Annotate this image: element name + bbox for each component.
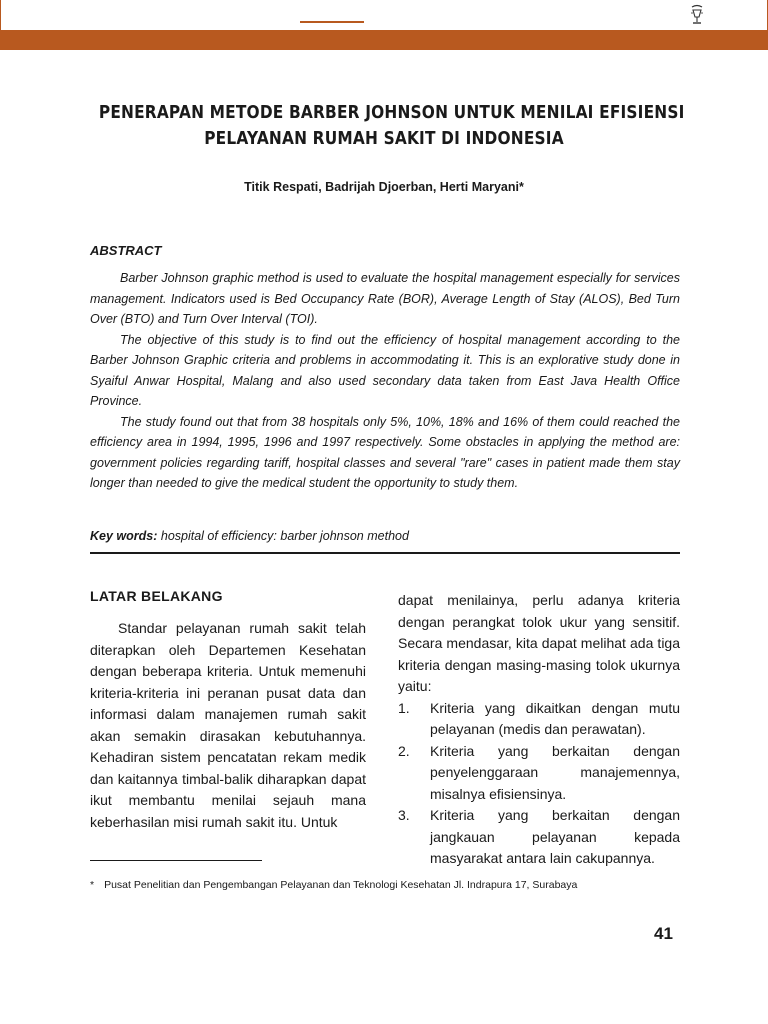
left-column	[90, 588, 366, 833]
footnote-marker: *	[90, 879, 95, 891]
abstract-paragraph-3: The study found out that from 38 hospitals only 5%, 10%, 18% and 16% of them could reached the efficiency area in 1994, 1995, 1996 and 1997 respectively. Some obstacles in applying the method are: government policies regarding tariff, hospital classes and several "rare" cases in patient made them stay longer than needed to give the medical student the opportunity to study them.	[90, 414, 680, 490]
footnote-rule	[90, 860, 262, 861]
list-item-text: Kriteria yang dikaitkan dengan mutu pelayanan (medis dan perawatan).	[430, 699, 680, 737]
footnote	[90, 879, 577, 891]
header-frame	[0, 0, 768, 30]
list-item-number: 1.	[398, 699, 410, 716]
list-item	[398, 698, 680, 741]
abstract-separator	[90, 552, 680, 554]
list-item-text: Kriteria yang berkaitan dengan jangkauan pelayanan kepada masyarakat antara lain cakupannya.	[430, 807, 680, 866]
criteria-list	[398, 698, 680, 870]
authors: Titik Respati, Badrijah Djoerban, Herti Maryani*	[244, 180, 524, 194]
paper-title	[98, 100, 685, 152]
list-item-text: Kriteria yang berkaitan dengan penyelenggaraan manajemennya, misalnya efisiensinya.	[430, 742, 680, 802]
page-number: 41	[654, 924, 673, 943]
keywords	[90, 529, 409, 543]
abstract-paragraph-2: The objective of this study is to find out the efficiency of hospital management according to the Barber Johnson Graphic criteria and problems in accommodating it. This is an explorative study done in Syaiful Anwar Hospital, Malang and also used secondary data taken from East Java Health Office Province.	[90, 332, 680, 408]
paper-title-line-1: PENERAPAN METODE BARBER JOHNSON UNTUK MENILAI EFISIENSI	[98, 103, 685, 123]
list-item-number: 2.	[398, 742, 410, 759]
list-item	[398, 741, 680, 806]
abstract-heading: ABSTRACT	[90, 243, 162, 258]
paper-title-line-2: PELAYANAN RUMAH SAKIT DI INDONESIA	[204, 129, 564, 149]
footnote-text: Pusat Penelitian dan Pengembangan Pelayanan dan Teknologi Kesehatan Jl. Indrapura 17, Surabaya	[104, 879, 578, 891]
header-rule	[300, 21, 364, 23]
lamp-icon	[689, 4, 705, 26]
right-paragraph: dapat menilainya, perlu adanya kriteria dengan perangkat tolok ukur yang sensitif. Secara mendasar, kita dapat melihat ada tiga kriteria dengan masing-masing tolok ukurnya yaitu:	[398, 592, 680, 694]
list-item-number: 3.	[398, 807, 410, 823]
keywords-value: hospital of efficiency: barber johnson method	[157, 529, 409, 543]
keywords-label: Key words:	[90, 529, 158, 543]
abstract-paragraph-1: Barber Johnson graphic method is used to evaluate the hospital management especially for services management. Indicators used is Bed Occupancy Rate (BOR), Average Length of Stay (ALOS), Bed Turn Over (BTO) and Turn Over Interval (TOI).	[90, 271, 680, 326]
abstract-body	[90, 268, 680, 494]
right-column	[398, 588, 680, 870]
header-bar	[0, 30, 768, 50]
section-heading: LATAR BELAKANG	[90, 588, 223, 604]
list-item	[398, 805, 680, 870]
left-paragraph: Standar pelayanan rumah sakit telah diterapkan oleh Departemen Kesehatan dengan beberapa kriteria. Untuk memenuhi kriteria-kriteria ini peranan pusat data dan informasi dalam manajemen rumah sakit akan semakin dirasakan kebutuhannya. Kehadiran sistem pencatatan rekam medik dan kaitannya timbal-balik diharapkan dapat ikut membantu menilai sejauh mana keberhasilan misi rumah sakit itu. Untuk	[90, 620, 366, 830]
